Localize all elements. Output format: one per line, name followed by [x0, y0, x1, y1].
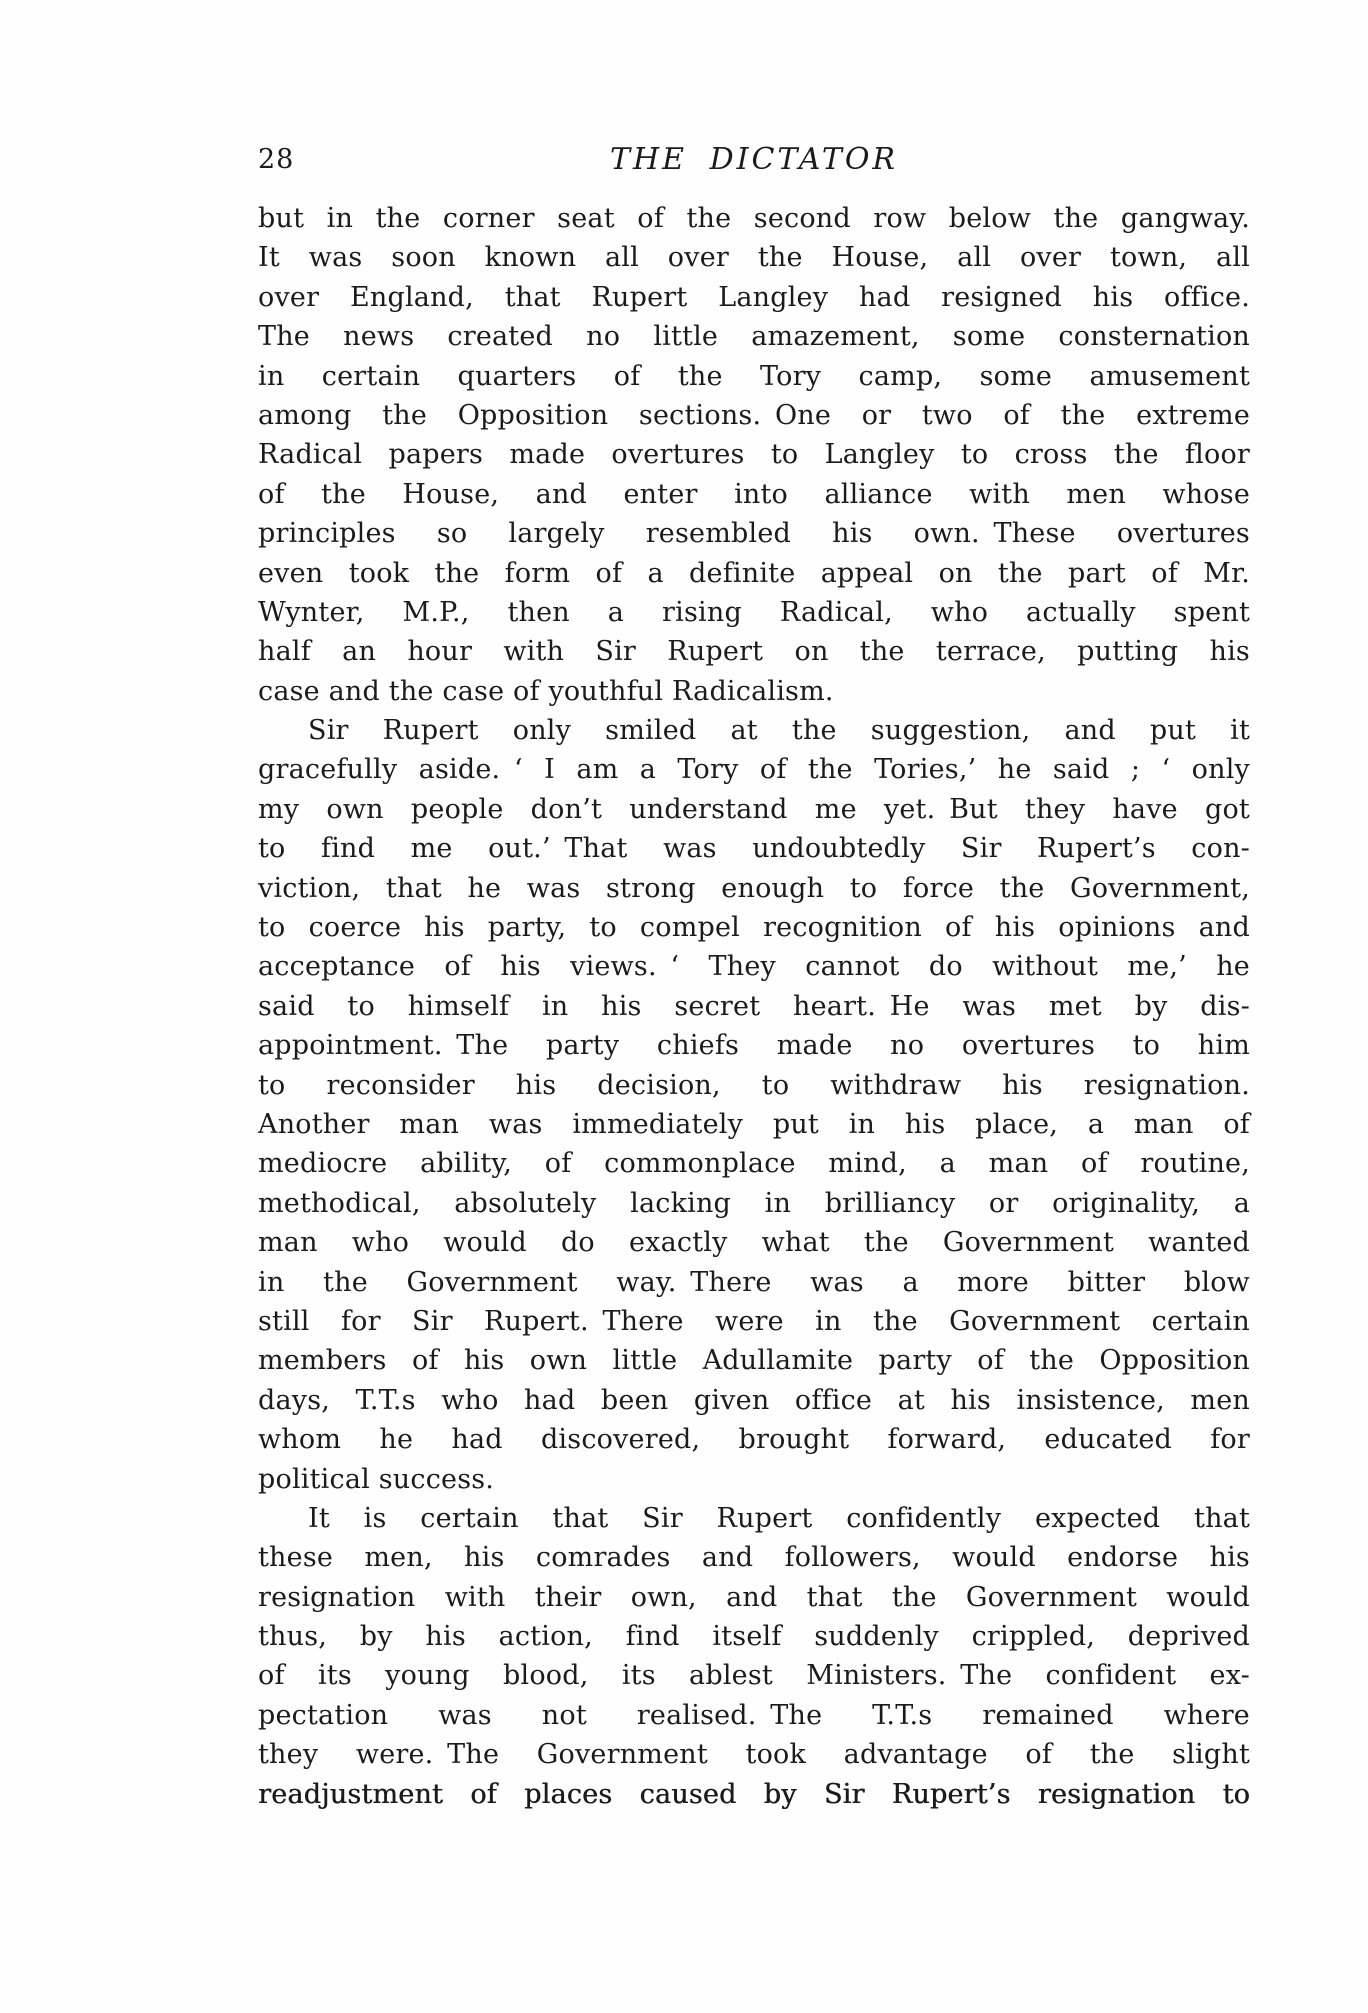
- text-line: Another man was immediately put in his place, a man of: [258, 1108, 1250, 1140]
- text-line: these men, his comrades and followers, would endorse his: [258, 1542, 1250, 1574]
- text-line: over England, that Rupert Langley had resigned his office.: [258, 281, 1250, 313]
- text-line: whom he had discovered, brought forward, educated for: [258, 1424, 1250, 1456]
- text-line: but in the corner seat of the second row below the gangway.: [258, 203, 1250, 234]
- text-line: in certain quarters of the Tory camp, some amusement: [258, 360, 1250, 392]
- text-line: of the House, and enter into alliance with men whose: [258, 478, 1250, 510]
- page-title: THE DICTATOR: [609, 142, 899, 177]
- text-line: to find me out.’ That was undoubtedly Sir Rupert’s con-: [258, 833, 1250, 865]
- text-line: among the Opposition sections. One or two of the extreme: [258, 399, 1250, 431]
- text-line: readjustment of places caused by Sir Rupert’s resignation to: [258, 1778, 1250, 1810]
- text-line: they were. The Government took advantage of the slight: [258, 1739, 1250, 1771]
- text-line: said to himself in his secret heart. He was met by dis-: [258, 990, 1250, 1022]
- text-line: It was soon known all over the House, all over town, all: [258, 242, 1250, 274]
- text-line: resignation with their own, and that the Government would: [258, 1581, 1250, 1613]
- text-line: in the Government way. There was a more bitter blow: [258, 1266, 1250, 1298]
- text-line: to coerce his party, to compel recognition of his opinions and: [258, 912, 1250, 944]
- text-line: mediocre ability, of commonplace mind, a man of routine,: [258, 1148, 1250, 1180]
- page-text: [258, 199, 1250, 1814]
- text-line: even took the form of a definite appeal on the part of Mr.: [258, 557, 1250, 589]
- text-line: of its young blood, its ablest Ministers. The confident ex-: [258, 1660, 1250, 1692]
- text-line: Sir Rupert only smiled at the suggestion, and put it: [308, 715, 1250, 747]
- text-line: principles so largely resembled his own. These overtures: [258, 518, 1250, 550]
- text-line: The news created no little amazement, some consternation: [258, 321, 1250, 353]
- text-line: Radical papers made overtures to Langley to cross the floor: [258, 439, 1250, 471]
- running-head: [258, 142, 1250, 178]
- text-line: my own people don’t understand me yet. But they have got: [258, 793, 1250, 825]
- text-line: methodical, absolutely lacking in brilliancy or originality, a: [258, 1187, 1250, 1219]
- text-line: to reconsider his decision, to withdraw his resignation.: [258, 1069, 1250, 1101]
- text-line: appointment. The party chiefs made no overtures to him: [258, 1030, 1250, 1062]
- text-line: pectation was not realised. The T.T.s remained where: [258, 1699, 1250, 1731]
- page-number: 28: [258, 144, 295, 175]
- text-line: gracefully aside. ‘ I am a Tory of the Tories,’ he said ; ‘ only: [258, 754, 1250, 786]
- text-line: half an hour with Sir Rupert on the terrace, putting his: [258, 636, 1250, 668]
- text-line: It is certain that Sir Rupert confidently expected that: [308, 1502, 1250, 1534]
- text-line: viction, that he was strong enough to force the Government,: [258, 872, 1250, 904]
- text-line: thus, by his action, find itself suddenly crippled, deprived: [258, 1621, 1250, 1653]
- text-line: political success.: [258, 1463, 495, 1495]
- text-line: members of his own little Adullamite party of the Opposition: [258, 1345, 1250, 1377]
- text-line: case and the case of youthful Radicalism.: [258, 675, 834, 707]
- text-line: Wynter, M.P., then a rising Radical, who actually spent: [258, 596, 1250, 628]
- text-line: still for Sir Rupert. There were in the Government certain: [258, 1305, 1250, 1337]
- text-line: man who would do exactly what the Government wanted: [258, 1227, 1250, 1259]
- text-line: acceptance of his views. ‘ They cannot do without me,’ he: [258, 951, 1250, 983]
- text-line: days, T.T.s who had been given office at his insistence, men: [258, 1384, 1250, 1416]
